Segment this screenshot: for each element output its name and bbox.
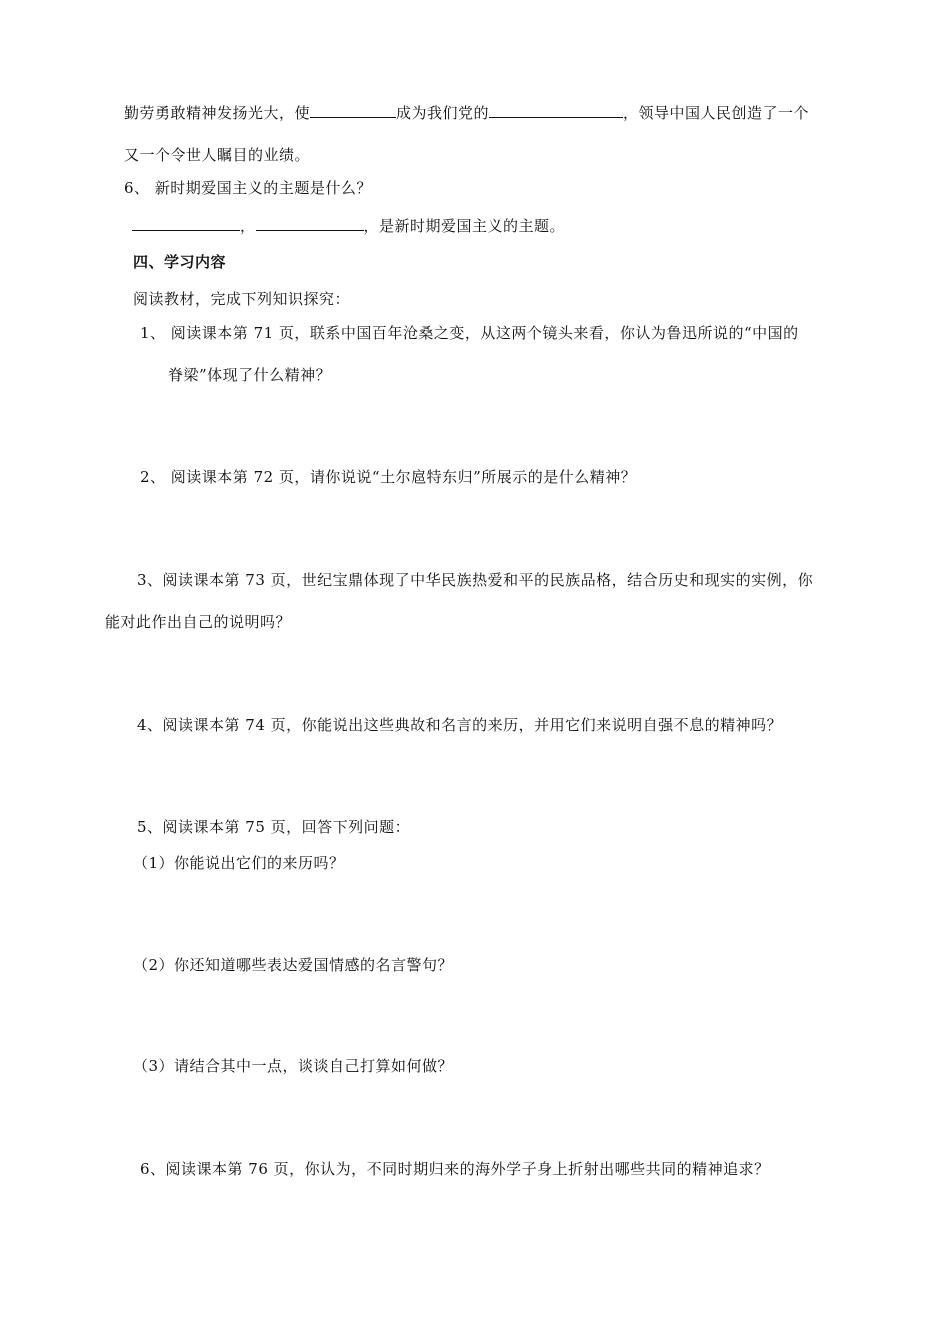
- fill-blank-2: [489, 102, 623, 118]
- fill-blank-4: [256, 215, 364, 231]
- line-1-part-a: 勤劳勇敢精神发扬光大，使: [124, 104, 311, 122]
- knowledge-item-6: 6、阅读课本第 76 页，你认为，不同时期归来的海外学子身上折射出哪些共同的精神追求？: [140, 1160, 770, 1178]
- line-1-part-c: ，领导中国人民创造了一个: [623, 104, 810, 122]
- question-6-answer-line: [132, 215, 565, 236]
- knowledge-item-2: 2、 阅读课本第 72 页，请你说说“土尔扈特东归”所展示的是什么精神？: [140, 468, 637, 486]
- section-heading-4: 四、学习内容: [133, 253, 227, 271]
- knowledge-item-3-line-2: 能对此作出自己的说明吗？: [105, 613, 292, 631]
- knowledge-item-1-line-2: 脊梁”体现了什么精神？: [168, 366, 332, 384]
- line-1-part-b: 成为我们党的: [396, 104, 490, 122]
- answer-tail: ，是新时期爱国主义的主题。: [363, 217, 566, 235]
- knowledge-item-5: 5、阅读课本第 75 页，回答下列问题：: [137, 818, 411, 836]
- fill-blank-3: [132, 215, 240, 231]
- text-line-1: [124, 102, 809, 123]
- knowledge-item-5-sub-2: （2）你还知道哪些表达爱国情感的名言警句？: [133, 956, 454, 974]
- intro-text: 阅读教材，完成下列知识探究：: [133, 290, 351, 308]
- question-6: 6、 新时期爱国主义的主题是什么？: [124, 179, 372, 197]
- knowledge-item-3-line-1: 3、阅读课本第 73 页，世纪宝鼎体现了中华民族热爱和平的民族品格，结合历史和现实的实例，你: [137, 571, 814, 589]
- answer-separator: ，: [240, 217, 256, 235]
- knowledge-item-5-sub-1: （1）你能说出它们的来历吗？: [133, 854, 345, 872]
- knowledge-item-1-line-1: 1、 阅读课本第 71 页，联系中国百年沧桑之变，从这两个镜头来看，你认为鲁迅所说的“中国的: [140, 324, 799, 342]
- knowledge-item-4: 4、阅读课本第 74 页，你能说出这些典故和名言的来历，并用它们来说明自强不息的精神吗？: [137, 716, 783, 734]
- fill-blank-1: [310, 102, 396, 118]
- text-line-2: 又一个令世人瞩目的业绩。: [124, 146, 311, 164]
- knowledge-item-5-sub-3: （3）请结合其中一点，谈谈自己打算如何做？: [133, 1057, 454, 1075]
